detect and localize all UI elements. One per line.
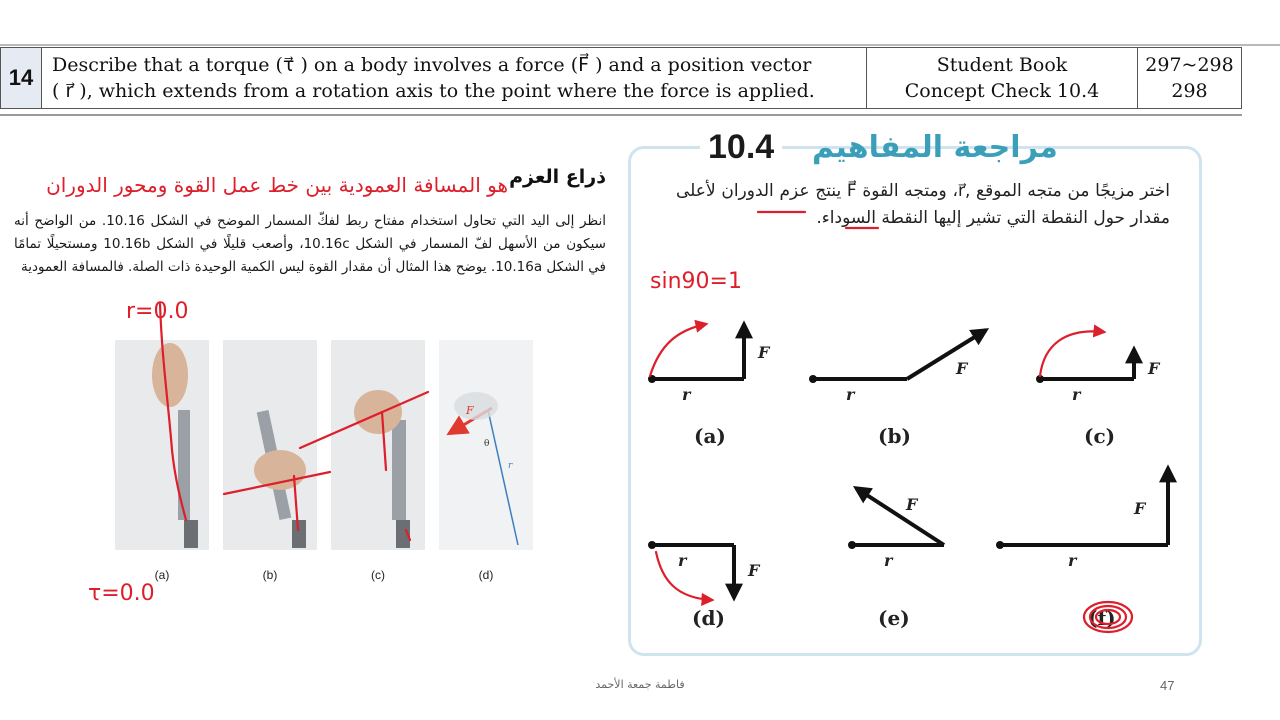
option-d-r-label: r [678,551,687,570]
option-e-diagram [848,488,944,570]
figure-d-diagram [450,392,518,545]
option-label-f: (f) [1088,606,1116,630]
option-label-b: (b) [878,424,911,448]
option-a-r-label: r [682,385,691,404]
option-d-diagram [648,541,761,598]
option-f-r-label: r [1068,551,1077,570]
option-label-d: (d) [692,606,725,630]
option-b-r-label: r [846,385,855,404]
option-a-diagram [648,324,771,404]
red-annotations [46,173,742,606]
option-c-f-label: F [1148,359,1160,378]
outcome-source-line2: Concept Check 10.4 [904,80,1100,102]
option-a-f-label: F [758,343,770,362]
figure-label-b: (b) [262,568,278,582]
annotation-sin-note: sin90=1 [650,269,742,294]
option-label-a: (a) [694,424,726,448]
outcome-source-line1: Student Book [936,54,1068,76]
outcome-description-line1: Describe that a torque (τ⃗ ) on a body involves a force (F⃗ ) and a position vector [52,54,812,76]
option-c-diagram [1036,349,1161,404]
annotation-header-note: هو المسافة العمودية بين خط عمل القوة ومحور الدوران [46,173,508,197]
option-b-f-label: F [956,359,968,378]
outcome-number: 14 [1,48,42,109]
outcome-pages-line1: 297~298 [1145,54,1234,76]
option-b-diagram [809,330,986,404]
annotation-r-note: r=0.0 [126,299,189,324]
lesson-body: انظر إلى اليد التي تحاول استخدام مفتاح ربط لفكّ المسمار الموضح في الشكل 10.16. من الواضح أنه سيكون من الأسهل لفّ المسمار في الشكل 10.16c، وأصعب قليلًا في الشكل 10.16b ومستحيلًا تمامًا في الشكل 10.16a. يوضح هذا المثال أن مقدار القوة ليس الكمية الوحيدة ذات الصلة. فالمسافة العمودية [14,213,606,275]
outcome-description-line2: ( r⃗ ), which extends from a rotation axis to the point where the force is applied. [52,80,815,102]
figure-d-angle-symbol: θ [484,439,490,449]
figure-label-a: (a) [154,568,170,582]
option-f-diagram [996,468,1168,570]
outcome-pages-line2: 298 [1171,80,1208,102]
concept-check-question: اختر مزيجًا من متجه الموقع ,r⃗، ومتجه القوة F⃗ ينتج عزم الدوران لأعلى مقدار حول النقطة التي تشير إليها النقطة السوداء. [676,181,1170,228]
option-e-r-label: r [884,551,893,570]
option-f-f-label: F [1134,499,1146,518]
lesson-title: ذراع العزم [509,166,606,188]
figure-d-position-symbol: r [508,461,513,471]
annotation-tau-note: τ=0.0 [88,581,155,606]
red-strokes [160,212,1132,632]
figure-d-force-symbol: F [466,404,474,417]
figure-label-c: (c) [371,568,385,582]
option-label-c: (c) [1084,424,1116,448]
footer-page-number: 47 [1160,678,1175,693]
figure-label-d: (d) [478,568,494,582]
concept-check-title: مراجعة المفاهيم [812,130,1058,165]
option-label-e: (e) [878,606,910,630]
option-e-f-label: F [906,495,918,514]
concept-check-number: 10.4 [700,128,782,167]
figure-a-wrench [152,343,198,548]
option-c-r-label: r [1072,385,1081,404]
footer-author: فاطمة جمعة الأحمد [595,678,685,691]
option-d-f-label: F [748,561,760,580]
